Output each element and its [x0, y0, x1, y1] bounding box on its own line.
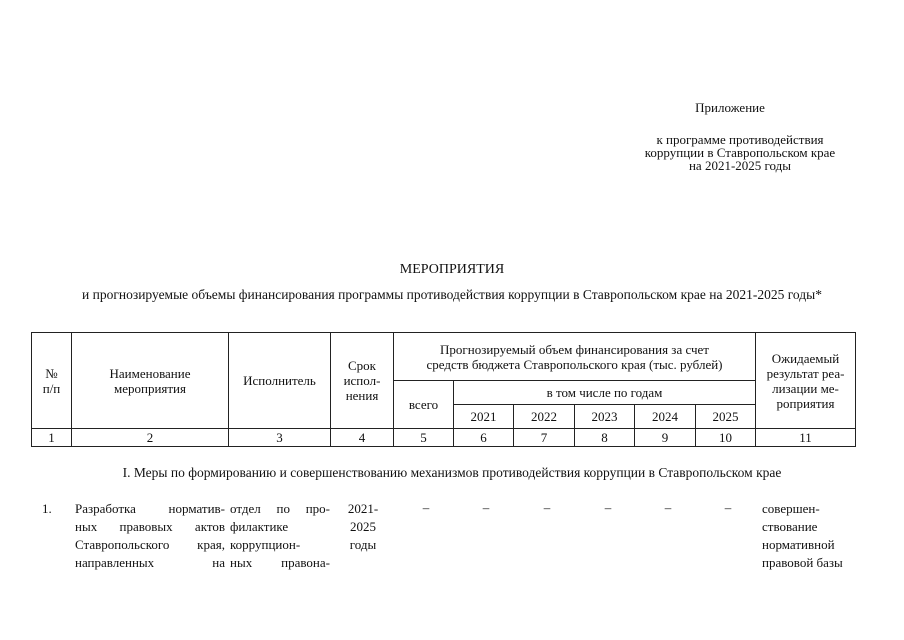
header-year-2023: 2023 [575, 405, 635, 429]
row-executor-line: отдел по про- [230, 501, 330, 516]
header-num-line1: № [45, 365, 58, 381]
header-funding-line1: Прогнозируемый объем финансирования за счет [440, 341, 709, 357]
row-value-2023: – [604, 500, 612, 515]
row-term-line: годы [349, 537, 377, 552]
row-name-line: Разработка норматив- [75, 501, 225, 516]
appendix-line-1: к программе противодействия [656, 132, 824, 147]
document-subtitle: и прогнозируемые объемы финансирования программы противодействия коррупции в Ставропольском крае на 2021-2025 годы* [82, 287, 822, 302]
row-result [762, 500, 862, 572]
row-executor-line: коррупцион- [230, 537, 301, 552]
column-number: 2 [72, 429, 229, 447]
header-term-line1: Срок [348, 358, 376, 373]
column-number: 9 [635, 429, 696, 447]
appendix-title: Приложение [695, 100, 765, 115]
section-title: I. Меры по формированию и совершенствованию механизмов противодействия коррупции в Ставропольском крае [122, 465, 782, 480]
header-funding [394, 333, 756, 381]
header-name [72, 333, 229, 429]
row-value-total: – [422, 500, 430, 515]
header-total: всего [394, 381, 454, 429]
column-number: 8 [575, 429, 635, 447]
header-by-years: в том числе по годам [454, 381, 756, 405]
header-num [32, 333, 72, 429]
column-number: 1 [32, 429, 72, 447]
row-executor-line: ных правона- [230, 555, 330, 570]
row-term-line: 2025 [350, 519, 376, 534]
header-executor: Исполнитель [229, 333, 331, 429]
header-year-2025: 2025 [696, 405, 756, 429]
appendix-line-2: коррупции в Ставропольском крае [644, 145, 836, 160]
header-result-line2: результат реа- [766, 365, 845, 381]
column-number: 6 [454, 429, 514, 447]
header-year-2024: 2024 [635, 405, 696, 429]
header-result-line4: роприятия [776, 395, 835, 411]
header-result-line1: Ожидаемый [771, 350, 840, 366]
header-name-line2: мероприятия [113, 380, 186, 396]
column-number: 3 [229, 429, 331, 447]
column-number: 4 [331, 429, 394, 447]
row-executor [230, 500, 330, 572]
funding-table-header [31, 332, 856, 447]
row-term [340, 500, 386, 554]
row-executor-line: филактике [230, 519, 289, 534]
column-number: 7 [514, 429, 575, 447]
document-title: МЕРОПРИЯТИЯ [399, 262, 505, 277]
row-value-2021: – [482, 500, 490, 515]
row-name-line: направленных на [75, 555, 225, 570]
row-name-line: Ставропольского края, [75, 537, 225, 552]
header-funding-line2: средств бюджета Ставропольского края (тыс. рублей) [426, 356, 723, 372]
header-name-line1: Наименование [109, 365, 191, 381]
row-number: 1. [42, 501, 52, 516]
row-name-line: ных правовых актов [75, 519, 225, 534]
row-result-line: правовой базы [762, 555, 843, 570]
appendix-subtitle [615, 133, 865, 172]
header-term [331, 333, 394, 429]
row-term-line: 2021- [347, 501, 379, 516]
row-result-line: ствование [762, 519, 818, 534]
header-num-line2: п/п [42, 380, 61, 396]
row-result-line: совершен- [762, 501, 820, 516]
header-result [756, 333, 856, 429]
column-number: 10 [696, 429, 756, 447]
column-number: 5 [394, 429, 454, 447]
appendix-line-3: на 2021-2025 годы [688, 158, 792, 173]
header-term-line2: испол- [343, 373, 381, 388]
row-value-2025: – [724, 500, 732, 515]
header-year-2022: 2022 [514, 405, 575, 429]
row-result-line: нормативной [762, 537, 835, 552]
row-value-2024: – [664, 500, 672, 515]
row-value-2022: – [543, 500, 551, 515]
column-number: 11 [756, 429, 856, 447]
header-result-line3: лизации ме- [772, 380, 839, 396]
header-term-line3: нения [345, 388, 379, 403]
header-year-2021: 2021 [454, 405, 514, 429]
row-name [75, 500, 225, 572]
